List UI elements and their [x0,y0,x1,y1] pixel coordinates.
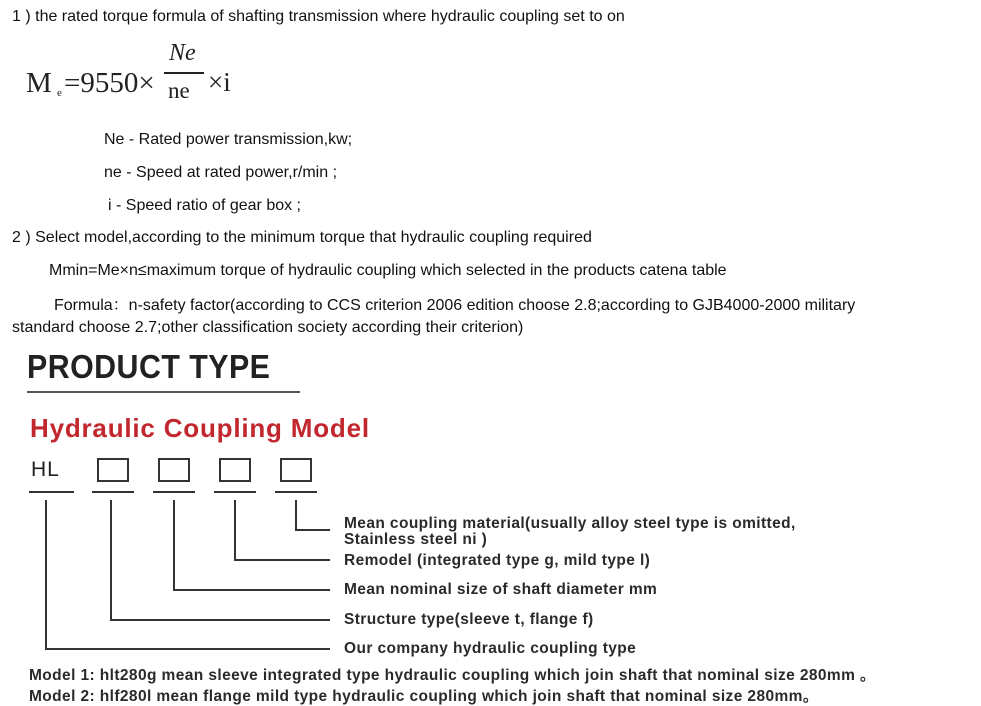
definition-i-ratio: i - Speed ratio of gear box ; [108,197,301,214]
leader-material-vertical [295,500,297,531]
underline-size [153,491,195,493]
model-example-1: Model 1: hlt280g mean sleeve integrated type hydraulic coupling which join shaft that nominal size 280mm 。 [29,667,876,684]
section2-formula-line-cont: standard choose 2.7;other classification society according their criterion) [12,319,524,336]
product-type-title: PRODUCT TYPE [27,348,271,385]
leader-structure-vertical [110,500,112,621]
formula-subscript: e [57,87,62,99]
code-box-size [158,458,190,482]
underline-material [275,491,317,493]
leader-size-vertical [173,500,175,591]
formula-numerator: Ne [169,40,196,66]
label-structure: Structure type(sleeve t, flange f) [344,611,594,628]
model-title: Hydraulic Coupling Model [30,413,370,443]
formula-tail: ×i [208,67,231,97]
label-material-cont: Stainless steel ni ) [344,531,488,548]
code-box-remodel [219,458,251,482]
formula-denominator: ne [168,78,190,103]
code-box-structure [97,458,129,482]
leader-type-vertical [45,500,47,650]
section2-mmin-line: Mmin=Me×n≤maximum torque of hydraulic coupling which selected in the products catena table [49,262,727,279]
underline-remodel [214,491,256,493]
leader-remodel-horizontal [234,559,330,561]
label-company-type: Our company hydraulic coupling type [344,640,637,657]
section1-heading: 1 ) the rated torque formula of shafting transmission where hydraulic coupling set to on [12,8,625,25]
section2-heading: 2 ) Select model,according to the minimum torque that hydraulic coupling required [12,229,592,246]
code-prefix: HL [31,458,60,481]
torque-formula [26,38,256,108]
section2-formula-line: Formula：n-safety factor(according to CCS criterion 2006 edition choose 2.8;according to GJB4000-2000 military [54,297,856,314]
formula-constant: =9550× [64,67,155,99]
code-box-material [280,458,312,482]
title-underline [27,391,300,393]
underline-prefix [29,491,74,493]
label-size: Mean nominal size of shaft diameter mm [344,581,658,598]
leader-structure-horizontal [110,619,330,621]
model-example-2: Model 2: hlf280l mean flange mild type hydraulic coupling which join shaft that nominal size 280mm。 [29,688,819,705]
label-remodel: Remodel (integrated type g, mild type l) [344,552,651,569]
definition-ne-speed: ne - Speed at rated power,r/min ; [104,164,338,181]
label-material: Mean coupling material(usually alloy steel type is omitted, [344,515,796,532]
leader-material-horizontal [295,529,330,531]
leader-remodel-vertical [234,500,236,561]
formula-lhs: M [26,67,52,99]
leader-type-horizontal [45,648,330,650]
definition-ne-power: Ne - Rated power transmission,kw; [104,131,353,148]
fraction-bar [164,72,204,74]
underline-structure [92,491,134,493]
leader-size-horizontal [173,589,330,591]
